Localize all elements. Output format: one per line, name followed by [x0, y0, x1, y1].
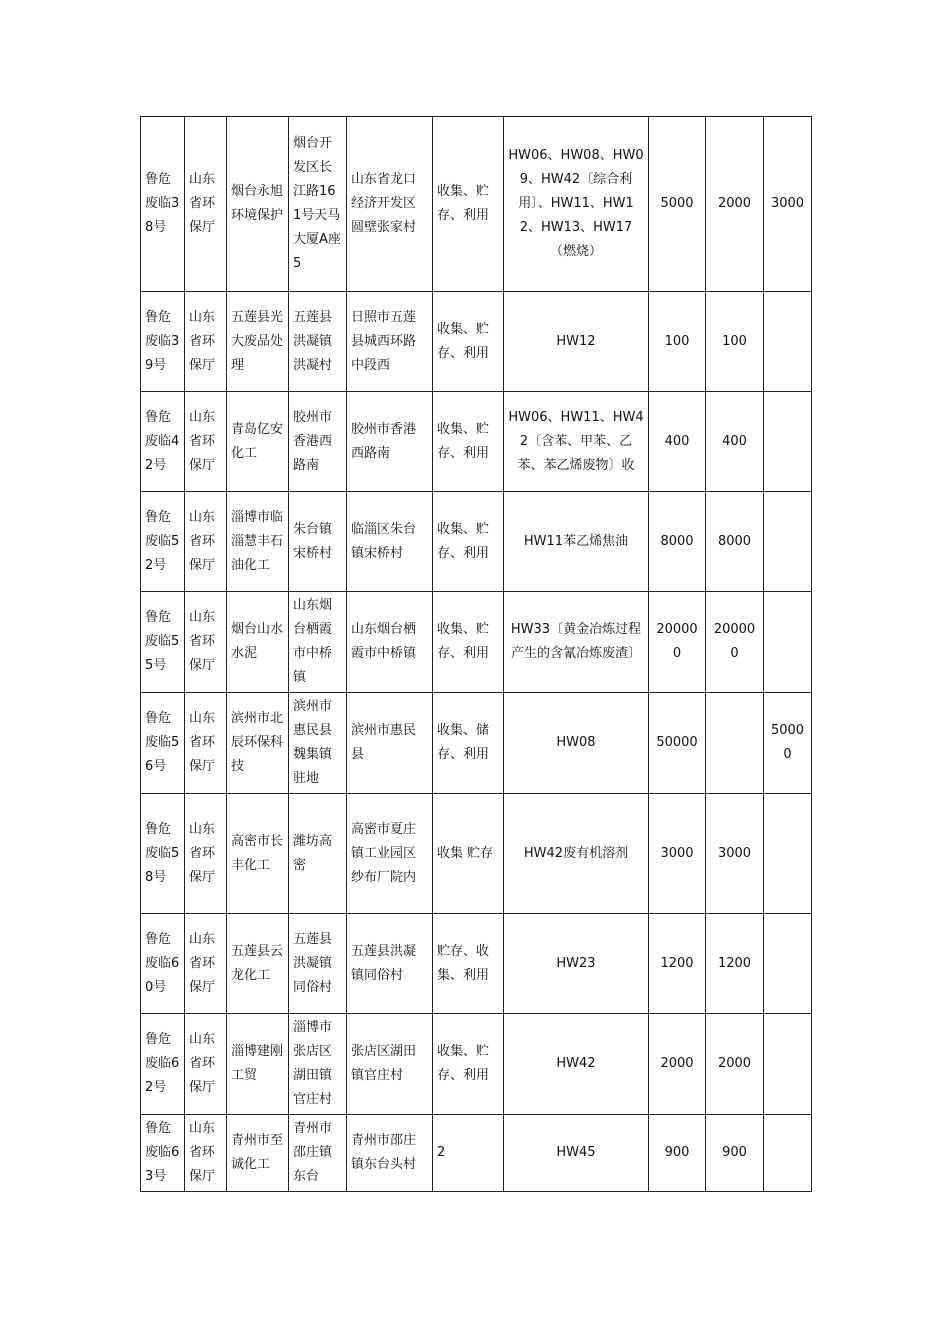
capacity-value-1: 3000: [706, 794, 764, 914]
table-row: [141, 693, 812, 794]
company-address: 山东烟台栖霞市中桥镇: [289, 592, 347, 693]
issuing-authority: 山东省环保厅: [185, 392, 227, 492]
company-address: 潍坊高密: [289, 794, 347, 914]
permit-number: 鲁危废临60号: [141, 914, 185, 1014]
permit-table: [140, 116, 812, 1192]
table-row: [141, 392, 812, 492]
operation-mode: 贮存、收集、利用: [433, 914, 504, 1014]
company-name: 青岛亿安化工: [227, 392, 289, 492]
issuing-authority: 山东省环保厅: [185, 492, 227, 592]
facility-location: 滨州市惠民县: [347, 693, 433, 794]
capacity-value-2: [764, 914, 812, 1014]
company-name: 淄博市临淄慧丰石油化工: [227, 492, 289, 592]
total-capacity: 3000: [649, 794, 706, 914]
operation-mode: 收集、贮存、利用: [433, 1014, 504, 1115]
total-capacity: 400: [649, 392, 706, 492]
capacity-value-2: [764, 292, 812, 392]
capacity-value-2: [764, 794, 812, 914]
table-row: [141, 117, 812, 292]
facility-location: 高密市夏庄镇工业园区纱布厂院内: [347, 794, 433, 914]
issuing-authority: 山东省环保厅: [185, 794, 227, 914]
operation-mode: 收集、贮存、利用: [433, 117, 504, 292]
waste-codes: HW11苯乙烯焦油: [504, 492, 649, 592]
table-row: [141, 592, 812, 693]
operation-mode: 收集、贮存、利用: [433, 592, 504, 693]
table-row: [141, 1115, 812, 1192]
operation-mode: 2: [433, 1115, 504, 1192]
operation-mode: 收集、贮存、利用: [433, 292, 504, 392]
issuing-authority: 山东省环保厅: [185, 292, 227, 392]
company-address: 烟台开发区长江路161号天马大厦A座5: [289, 117, 347, 292]
operation-mode: 收集、贮存、利用: [433, 492, 504, 592]
permit-number: 鲁危废临42号: [141, 392, 185, 492]
operation-mode: 收集、储存、利用: [433, 693, 504, 794]
waste-codes: HW06、HW11、HW42〔含苯、甲苯、乙苯、苯乙烯废物〕收: [504, 392, 649, 492]
permit-number: 鲁危废临63号: [141, 1115, 185, 1192]
total-capacity: 200000: [649, 592, 706, 693]
company-address: 五莲县洪凝镇洪凝村: [289, 292, 347, 392]
waste-codes: HW12: [504, 292, 649, 392]
capacity-value-1: [706, 693, 764, 794]
capacity-value-2: [764, 592, 812, 693]
capacity-value-1: 400: [706, 392, 764, 492]
capacity-value-2: [764, 1014, 812, 1115]
total-capacity: 8000: [649, 492, 706, 592]
company-address: 胶州市香港西路南: [289, 392, 347, 492]
permit-number: 鲁危废临52号: [141, 492, 185, 592]
waste-codes: HW33〔黄金冶炼过程产生的含氰冶炼废渣〕: [504, 592, 649, 693]
capacity-value-2: [764, 492, 812, 592]
capacity-value-1: 8000: [706, 492, 764, 592]
capacity-value-2: [764, 392, 812, 492]
permit-number: 鲁危废临56号: [141, 693, 185, 794]
capacity-value-1: 100: [706, 292, 764, 392]
issuing-authority: 山东省环保厅: [185, 592, 227, 693]
table-row: [141, 292, 812, 392]
capacity-value-2: [764, 1115, 812, 1192]
total-capacity: 2000: [649, 1014, 706, 1115]
facility-location: 山东烟台栖霞市中桥镇: [347, 592, 433, 693]
table-row: [141, 914, 812, 1014]
waste-codes: HW45: [504, 1115, 649, 1192]
company-name: 青州市至诚化工: [227, 1115, 289, 1192]
company-address: 青州市邵庄镇东台: [289, 1115, 347, 1192]
capacity-value-1: 200000: [706, 592, 764, 693]
facility-location: 张店区湖田镇官庄村: [347, 1014, 433, 1115]
company-name: 淄博建刚工贸: [227, 1014, 289, 1115]
company-name: 滨州市北辰环保科技: [227, 693, 289, 794]
total-capacity: 50000: [649, 693, 706, 794]
capacity-value-1: 2000: [706, 1014, 764, 1115]
total-capacity: 100: [649, 292, 706, 392]
issuing-authority: 山东省环保厅: [185, 693, 227, 794]
table-row: [141, 1014, 812, 1115]
table-row: [141, 492, 812, 592]
waste-codes: HW42: [504, 1014, 649, 1115]
permit-number: 鲁危废临58号: [141, 794, 185, 914]
total-capacity: 1200: [649, 914, 706, 1014]
company-name: 烟台永旭环境保护: [227, 117, 289, 292]
permit-number: 鲁危废临55号: [141, 592, 185, 693]
table-row: [141, 794, 812, 914]
permit-number: 鲁危废临39号: [141, 292, 185, 392]
waste-codes: HW23: [504, 914, 649, 1014]
permit-number: 鲁危废临38号: [141, 117, 185, 292]
company-address: 淄博市张店区湖田镇官庄村: [289, 1014, 347, 1115]
operation-mode: 收集 贮存: [433, 794, 504, 914]
capacity-value-2: 3000: [764, 117, 812, 292]
company-name: 五莲县云龙化工: [227, 914, 289, 1014]
waste-codes: HW06、HW08、HW09、HW42〔综合利用〕、HW11、HW12、HW13、HW17（燃烧）: [504, 117, 649, 292]
operation-mode: 收集、贮存、利用: [433, 392, 504, 492]
company-name: 五莲县光大废品处理: [227, 292, 289, 392]
facility-location: 临淄区朱台镇宋桥村: [347, 492, 433, 592]
capacity-value-1: 900: [706, 1115, 764, 1192]
permit-number: 鲁危废临62号: [141, 1014, 185, 1115]
capacity-value-2: 50000: [764, 693, 812, 794]
facility-location: 胶州市香港西路南: [347, 392, 433, 492]
company-address: 滨州市惠民县魏集镇驻地: [289, 693, 347, 794]
company-address: 五莲县洪凝镇同俗村: [289, 914, 347, 1014]
facility-location: 五莲县洪凝镇同俗村: [347, 914, 433, 1014]
facility-location: 山东省龙口经济开发区圆壁张家村: [347, 117, 433, 292]
total-capacity: 5000: [649, 117, 706, 292]
capacity-value-1: 1200: [706, 914, 764, 1014]
waste-codes: HW08: [504, 693, 649, 794]
waste-codes: HW42废有机溶剂: [504, 794, 649, 914]
total-capacity: 900: [649, 1115, 706, 1192]
company-name: 高密市长丰化工: [227, 794, 289, 914]
issuing-authority: 山东省环保厅: [185, 117, 227, 292]
issuing-authority: 山东省环保厅: [185, 1014, 227, 1115]
issuing-authority: 山东省环保厅: [185, 914, 227, 1014]
facility-location: 青州市邵庄镇东台头村: [347, 1115, 433, 1192]
company-address: 朱台镇宋桥村: [289, 492, 347, 592]
issuing-authority: 山东省环保厅: [185, 1115, 227, 1192]
facility-location: 日照市五莲县城西环路中段西: [347, 292, 433, 392]
capacity-value-1: 2000: [706, 117, 764, 292]
company-name: 烟台山水水泥: [227, 592, 289, 693]
